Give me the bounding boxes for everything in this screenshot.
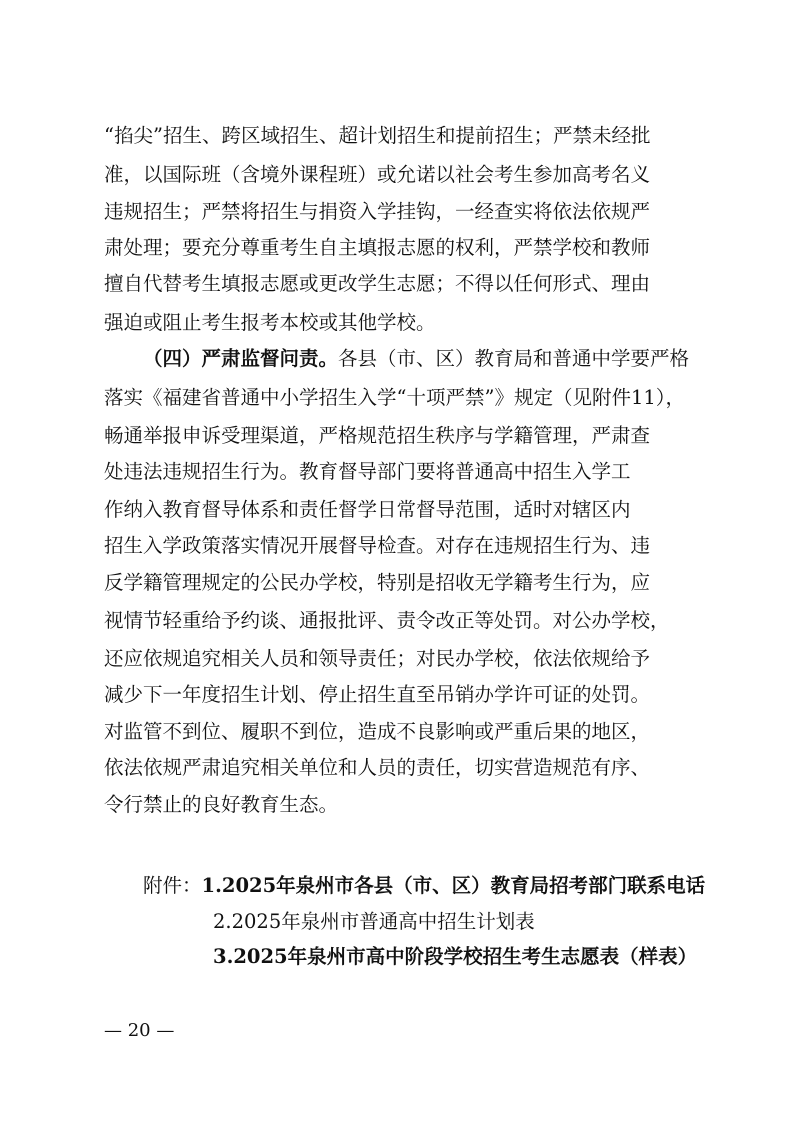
paragraph-line: 对监管不到位、履职不到位，造成不良影响或严重后果的地区， — [104, 720, 651, 743]
attachment-item: 2.2025年泉州市普通高中招生计划表 — [213, 910, 535, 933]
section-first-line — [143, 343, 689, 375]
paragraph-line: “掐尖”招生、跨区域招生、超计划招生和提前招生；严禁未经批 — [104, 124, 651, 147]
attachment-item: 3.2025年泉州市高中阶段学校招生考生志愿表（样表） — [213, 945, 698, 968]
paragraph-line: 依法依规严肃追究相关单位和人员的责任，切实营造规范有序、 — [104, 756, 651, 779]
paragraph-line: 令行禁止的良好教育生态。 — [104, 793, 339, 816]
paragraph-line: 畅通举报申诉受理渠道，严格规范招生秩序与学籍管理，严肃查 — [104, 424, 651, 447]
paragraph-line: 视情节轻重给予约谈、通报批评、责令改正等处罚。对公办学校， — [104, 609, 670, 632]
paragraph-line: 强迫或阻止考生报考本校或其他学校。 — [104, 311, 436, 334]
section-first-line-text: 各县（市、区）教育局和普通中学要严格 — [338, 347, 690, 370]
attachment-label: 附件： — [143, 874, 202, 897]
page-number: — 20 — — [104, 1020, 175, 1041]
attachment-line-1 — [143, 870, 705, 902]
paragraph-line: 准，以国际班（含境外课程班）或允诺以社会考生参加高考名义 — [104, 163, 651, 186]
paragraph-line: 肃处理；要充分尊重考生自主填报志愿的权利，严禁学校和教师 — [104, 236, 651, 259]
paragraph-line: 减少下一年度招生计划、停止招生直至吊销办学许可证的处罚。 — [104, 683, 651, 706]
paragraph-line: 还应依规追究相关人员和领导责任；对民办学校，依法依规给予 — [104, 647, 651, 670]
paragraph-line: 落实《福建省普通中小学招生入学“十项严禁”》规定（见附件11）， — [104, 386, 686, 409]
attachment-item: 1.2025年泉州市各县（市、区）教育局招考部门联系电话 — [201, 874, 706, 897]
paragraph-line: 处违法违规招生行为。教育督导部门要将普通高中招生入学工 — [104, 460, 631, 483]
paragraph-line: 擅自代替考生填报志愿或更改学生志愿；不得以任何形式、理由 — [104, 272, 651, 295]
paragraph-line: 反学籍管理规定的公民办学校，特别是招收无学籍考生行为，应 — [104, 571, 651, 594]
paragraph-line: 招生入学政策落实情况开展督导检查。对存在违规招生行为、违 — [104, 534, 651, 557]
paragraph-line: 作纳入教育督导体系和责任督学日常督导范围，适时对辖区内 — [104, 498, 631, 521]
section-heading: （四）严肃监督问责。 — [143, 347, 339, 370]
paragraph-line: 违规招生；严禁将招生与捐资入学挂钩，一经查实将依法依规严 — [104, 200, 651, 223]
